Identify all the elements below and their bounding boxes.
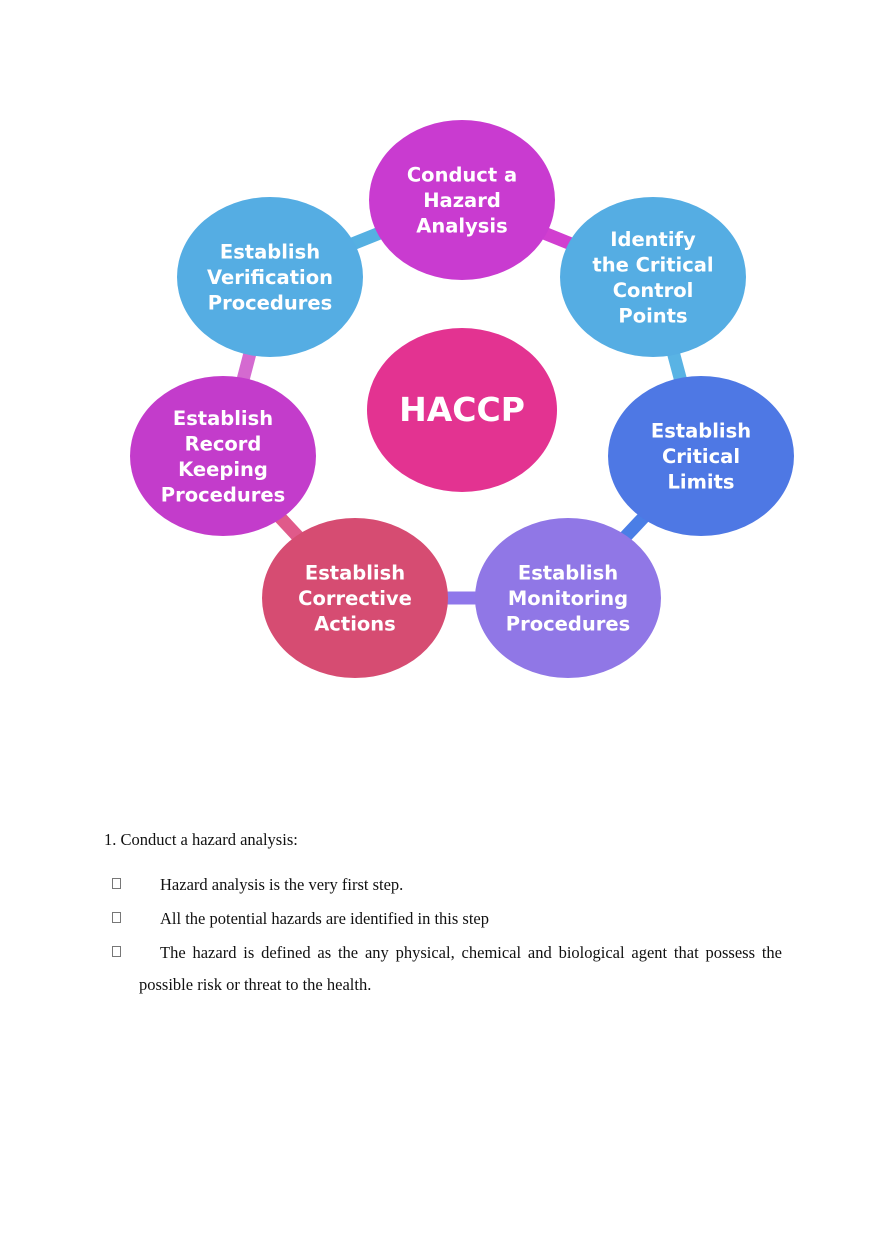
step-node [475,518,661,678]
section-heading: 1. Conduct a hazard analysis: [104,830,298,849]
center-label: HACCP [399,390,525,429]
step-node-label: Analysis [416,214,508,238]
step-node [262,518,448,678]
bullet-text: Hazard analysis is the very first step. [160,875,404,894]
step-node [369,120,555,280]
bullet-marker-icon [112,946,121,957]
step-node-label: Establish [650,419,752,443]
step-node-label: Keeping [178,457,268,481]
step-node-label: Conduct a [406,163,518,187]
step-node-label: Hazard [423,189,501,212]
step-node-label: Actions [314,612,396,636]
step-node-label: Establish [517,561,619,585]
step-node-label: Monitoring [507,587,629,610]
bullet-text: The hazard is defined as the any physical, chemical and biological agent that possess the possible risk or threat to the health. [139,943,782,994]
step-node-circle [560,197,746,357]
step-node-label: Record [184,432,262,456]
center-node [367,328,557,492]
step-node-label: Procedures [505,612,631,636]
step-node [608,376,794,536]
bullet-marker-icon [112,912,121,923]
bullet-marker-icon [112,878,121,889]
bullet-text: All the potential hazards are identified in this step [160,909,489,928]
step-node-label: Corrective [298,587,412,610]
step-node-label: Identify [610,227,696,251]
step-node [560,197,746,357]
step-node-circle [130,376,316,536]
step-node-label: Procedures [160,483,286,507]
step-node-label: Limits [667,470,735,494]
step-node-label: Establish [304,561,406,585]
step-node-label: Verification [206,266,334,289]
step-node [130,376,316,536]
step-node-label: Procedures [207,291,333,315]
step-node-label: Critical [661,445,741,468]
step-node-label: Establish [172,406,274,430]
step-node-label: Control [612,278,694,302]
step-node-label: Points [618,304,688,328]
step-node-label: Establish [219,240,321,264]
step-node [177,197,363,357]
step-node-label: the Critical [592,253,714,277]
